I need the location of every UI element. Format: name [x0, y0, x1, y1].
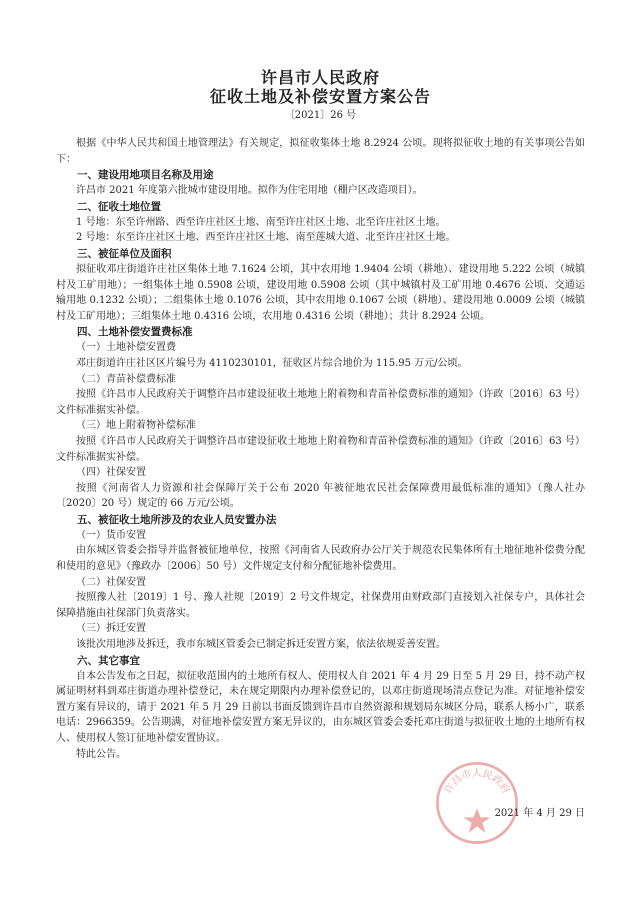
- section-4-sub-1: （一）土地补偿安置费: [76, 342, 176, 354]
- section-3-heading: 三、被征单位及面积: [77, 247, 172, 260]
- section-4-text-3: 按照《许昌市人民政府关于调整许昌市建设征收土地地上附着物和青苗补偿费标准的通知》（许政〔2016〕63 号）文件标准据实补偿。: [56, 435, 585, 463]
- intro-paragraph: 根据《中华人民共和国土地管理法》有关规定，拟征收集体土地 8.2924 公顷。现将拟征收土地的有关事项公告如下：: [56, 138, 585, 165]
- title-line-1: 许昌市人民政府: [260, 68, 380, 87]
- section-5-heading: 五、被征收土地所涉及的农业人员安置办法: [77, 513, 277, 526]
- official-seal: [432, 758, 522, 848]
- section-2-text-2: 2 号地：东至许庄社区土地、西至许庄社区土地、南至莲城大道、北至许庄社区土地。: [76, 232, 456, 244]
- section-2-text-1: 1 号地：东至许州路、西至许庄社区土地、南至许庄社区土地、北至许庄社区土地。: [76, 216, 446, 228]
- svg-text:许昌市人民政府: [441, 766, 513, 796]
- section-6-text: 自本公告发布之日起，拟征收范围内的土地所有权人、使用权人自 2021 年 4 月 29 日至 5 月 29 日，持不动产权属证明材料到邓庄街道办理补偿登记，未在规定期限内办理补偿登记的，以邓庄街道现场清点登记为准。对征地补偿安置方案有异议的，请于 2021 年 5 月 29 日前以书面反馈到许昌市自然资源和规划局东城区分局，联系人杨小广，联系电话：2966359。公告期满，对征地补偿安置方案无异议的，由东城区管委会委托邓庄街道与拟征收土地的土地所有权人、使用权人签订征地补偿安置协议。: [56, 670, 585, 744]
- section-5-text-1: 由东城区管委会指导并监督被征地单位，按照《河南省人民政府办公厅关于规范农民集体所有土地征地补偿费分配和使用的意见》（豫政办〔2006〕50 号）文件规定支付和分配征地补偿费用。: [56, 545, 585, 573]
- section-2-heading: 二、征收土地位置: [77, 200, 161, 213]
- section-3-text: 拟征收邓庄街道许庄社区集体土地 7.1624 公顷，其中农用地 1.9404 公顷（耕地）、建设用地 5.222 公顷（城镇村及工矿用地）；一组集体土地 0.5908 公顷，建设用地 0.5908 公顷（其中城镇村及工矿用地 0.4676 公顷、交通运输用地 0.1232 公顷）；二组集体土地 0.1076 公顷，其中农用地 0.1067 公顷（耕地）、建设用地 0.0009 公顷（城镇村及工矿用地）；三组集体土地 0.4316 公顷，农用地 0.4316 公顷（耕地）；共计 8.2924 公顷。: [56, 263, 585, 322]
- section-4-text-1: 邓庄街道许庄社区区片编号为 4110230101，征收区片综合地价为 115.95 万元/公顷。: [76, 357, 468, 369]
- section-4-sub-4: （四）社保安置: [76, 467, 146, 479]
- section-4-text-4: 按照《河南省人力资源和社会保障厅关于公布 2020 年被征地农民社会保障费用最低标准的通知》（豫人社办〔2020〕20 号）规定的 66 万元/公顷。: [56, 482, 585, 510]
- section-1-text: 许昌市 2021 年度第六批城市建设用地。拟作为住宅用地（棚户区改造项目）。: [76, 185, 423, 197]
- section-4-text-2: 按照《许昌市人民政府关于调整许昌市建设征收土地地上附着物和青苗补偿费标准的通知》（许政〔2016〕63 号）文件标准据实补偿。: [56, 389, 585, 416]
- section-4-heading: 四、土地补偿安置费标准: [77, 326, 193, 339]
- section-5-text-2: 按照豫人社〔2019〕1 号、豫人社规〔2019〕2 号文件规定，社保费用由财政部门直接划入社保专户，具体社会保障措施由社保部门负责落实。: [56, 592, 585, 619]
- section-4-sub-2: （二）青苗补偿费标准: [76, 373, 176, 385]
- seal-text: 许昌市人民政府: [442, 768, 512, 796]
- closing-text: 特此公告。: [76, 748, 126, 760]
- section-6-heading: 六、其它事宜: [77, 654, 140, 667]
- announcement-date: 2021 年 4 月 29 日: [494, 808, 585, 819]
- section-4-sub-3: （三）地上附着物补偿标准: [76, 420, 196, 432]
- section-5-text-3: 该批次用地涉及拆迁，我市东城区管委会已制定拆迁安置方案，依法依规妥善安置。: [76, 639, 446, 651]
- section-1-heading: 一、建设用地项目名称及用途: [77, 169, 214, 182]
- section-5-sub-3: （三）拆迁安置: [76, 623, 146, 635]
- document-number: 〔2021〕26 号: [284, 110, 357, 121]
- section-5-sub-2: （二）社保安置: [76, 576, 146, 588]
- title-line-2: 征收土地及补偿安置方案公告: [209, 87, 431, 106]
- section-5-sub-1: （一）货币安置: [76, 529, 146, 541]
